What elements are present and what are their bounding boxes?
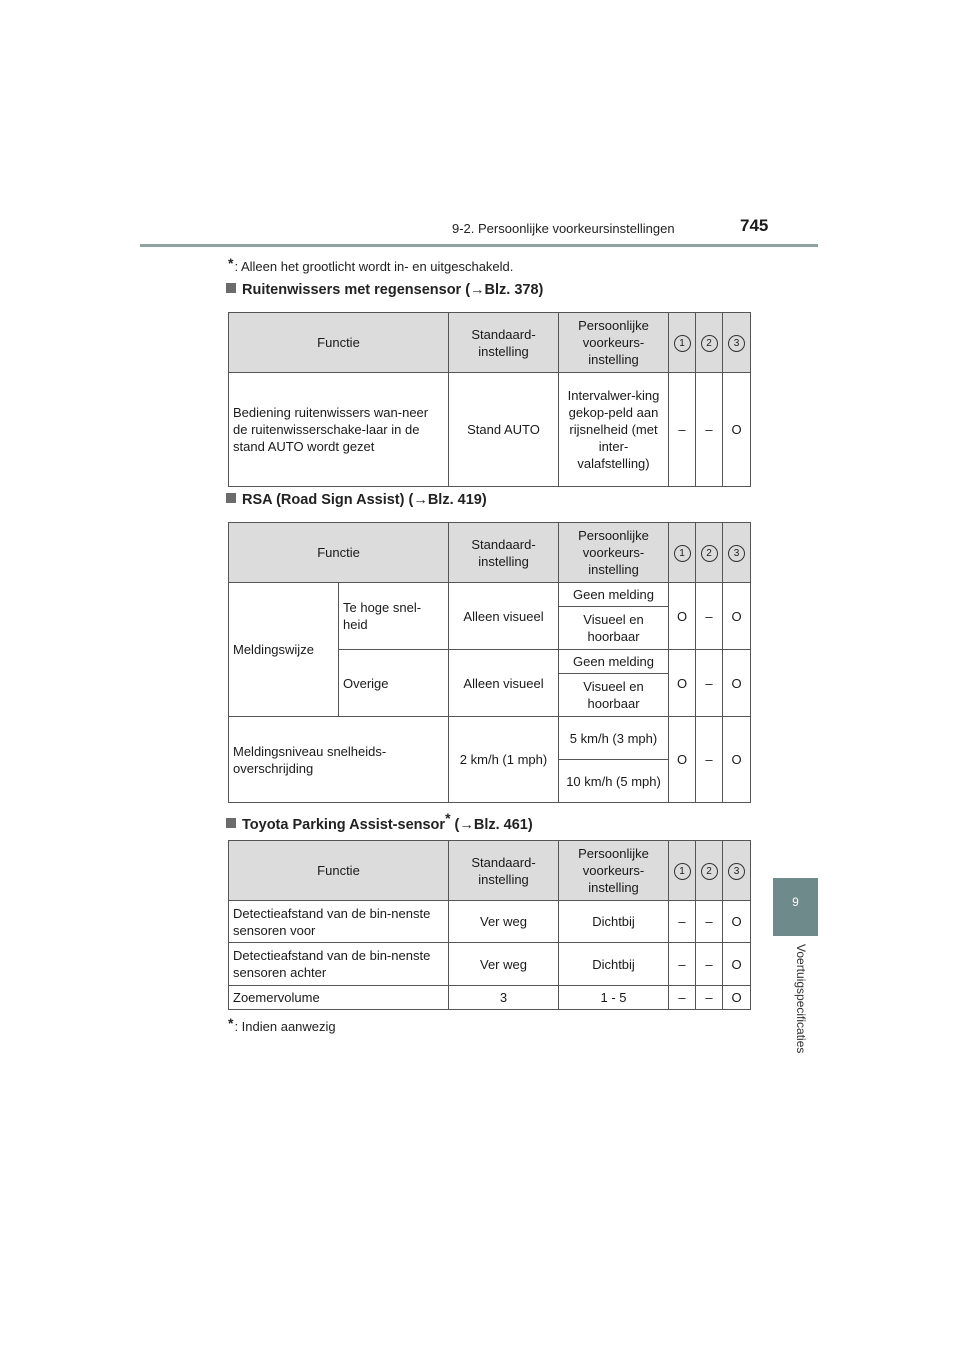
row-mark-1: O bbox=[669, 650, 696, 717]
col-personal: Persoonlijke voorkeurs-instelling bbox=[559, 313, 669, 373]
col-personal: Persoonlijke voorkeurs-instelling bbox=[559, 523, 669, 583]
table-row bbox=[229, 943, 751, 986]
table-row bbox=[229, 901, 751, 943]
row-option: 5 km/h (3 mph) bbox=[559, 717, 669, 760]
table-row bbox=[229, 986, 751, 1010]
row-default: Stand AUTO bbox=[449, 373, 559, 487]
row-option: Visueel en hoorbaar bbox=[559, 674, 669, 717]
header-divider bbox=[140, 244, 818, 247]
section-title-text: Toyota Parking Assist-sensor bbox=[242, 816, 446, 833]
section-title-text: Ruitenwissers met regensensor (→Blz. 378) bbox=[242, 282, 544, 298]
row-mark-3: O bbox=[723, 650, 751, 717]
row-default: Ver weg bbox=[449, 901, 559, 943]
footnote-top bbox=[228, 255, 513, 274]
row-mark-1: – bbox=[669, 373, 696, 487]
footnote-text: : Indien aanwezig bbox=[234, 1019, 336, 1034]
row-mark-2: – bbox=[696, 650, 723, 717]
row-mark-1: O bbox=[669, 717, 696, 803]
row-mark-2: – bbox=[696, 373, 723, 487]
row-option: 10 km/h (5 mph) bbox=[559, 760, 669, 803]
circle-1-icon: 1 bbox=[674, 863, 691, 880]
col-standard: Standaard-instelling bbox=[449, 841, 559, 901]
row-mark-1: – bbox=[669, 901, 696, 943]
section-header-title: 9-2. Persoonlijke voorkeursinstellingen bbox=[452, 221, 675, 236]
row-mark-3: O bbox=[723, 583, 751, 650]
table-header-row bbox=[229, 523, 751, 583]
bullet-square-icon bbox=[226, 493, 236, 503]
chapter-tab bbox=[773, 878, 818, 936]
circle-3-icon: 3 bbox=[728, 335, 745, 352]
row-mark-1: – bbox=[669, 943, 696, 986]
section-wipers-title bbox=[226, 282, 543, 298]
row-mark-2: – bbox=[696, 717, 723, 803]
row-custom: Dichtbij bbox=[559, 943, 669, 986]
section-star: * bbox=[445, 810, 451, 826]
chapter-label: Voertuigspecificaties bbox=[794, 944, 808, 1054]
table-wipers bbox=[228, 312, 751, 487]
row-default: Ver weg bbox=[449, 943, 559, 986]
row-mark-1: O bbox=[669, 583, 696, 650]
table-header-row bbox=[229, 313, 751, 373]
row-custom: 1 - 5 bbox=[559, 986, 669, 1010]
row-function: Meldingsniveau snelheids-overschrijding bbox=[229, 717, 449, 803]
row-option: Geen melding bbox=[559, 650, 669, 674]
col-standard: Standaard-instelling bbox=[449, 313, 559, 373]
row-sub: Overige bbox=[339, 650, 449, 717]
col-functie: Functie bbox=[229, 313, 449, 373]
footnote-bottom bbox=[228, 1015, 336, 1034]
row-mark-2: – bbox=[696, 583, 723, 650]
row-option: Geen melding bbox=[559, 583, 669, 607]
section-title-ref: (→Blz. 461) bbox=[450, 816, 533, 833]
row-mark-3: O bbox=[723, 986, 751, 1010]
row-function: Zoemervolume bbox=[229, 986, 449, 1010]
circle-2-icon: 2 bbox=[701, 545, 718, 562]
section-parking-title bbox=[226, 810, 533, 833]
row-function: Detectieafstand van de bin-nenste sensoren voor bbox=[229, 901, 449, 943]
footnote-star: * bbox=[228, 1015, 234, 1031]
table-rsa bbox=[228, 522, 751, 803]
row-mark-3: O bbox=[723, 373, 751, 487]
bullet-square-icon bbox=[226, 818, 236, 828]
row-mark-2: – bbox=[696, 986, 723, 1010]
row-mark-2: – bbox=[696, 943, 723, 986]
col-personal: Persoonlijke voorkeurs-instelling bbox=[559, 841, 669, 901]
table-header-row bbox=[229, 841, 751, 901]
row-default: 2 km/h (1 mph) bbox=[449, 717, 559, 803]
row-mark-3: O bbox=[723, 717, 751, 803]
col-standard: Standaard-instelling bbox=[449, 523, 559, 583]
circle-2-icon: 2 bbox=[701, 863, 718, 880]
row-mark-1: – bbox=[669, 986, 696, 1010]
circle-2-icon: 2 bbox=[701, 335, 718, 352]
bullet-square-icon bbox=[226, 283, 236, 293]
chapter-number: 9 bbox=[792, 895, 799, 909]
circle-1-icon: 1 bbox=[674, 545, 691, 562]
row-mark-3: O bbox=[723, 901, 751, 943]
row-default: 3 bbox=[449, 986, 559, 1010]
row-sub: Te hoge snel-heid bbox=[339, 583, 449, 650]
col-functie: Functie bbox=[229, 841, 449, 901]
section-title-text: RSA (Road Sign Assist) (→Blz. 419) bbox=[242, 492, 487, 508]
section-rsa-title bbox=[226, 492, 487, 508]
circle-3-icon: 3 bbox=[728, 545, 745, 562]
table-row bbox=[229, 717, 751, 760]
row-custom: Dichtbij bbox=[559, 901, 669, 943]
row-default: Alleen visueel bbox=[449, 650, 559, 717]
circle-1-icon: 1 bbox=[674, 335, 691, 352]
row-default: Alleen visueel bbox=[449, 583, 559, 650]
table-row bbox=[229, 373, 751, 487]
col-functie: Functie bbox=[229, 523, 449, 583]
page-number: 745 bbox=[740, 216, 769, 235]
row-mark-3: O bbox=[723, 943, 751, 986]
footnote-text: : Alleen het grootlicht wordt in- en uitgeschakeld. bbox=[234, 259, 514, 274]
row-function: Bediening ruitenwissers wan-neer de ruitenwisserschake-laar in de stand AUTO wordt gezet bbox=[229, 373, 449, 487]
footnote-star: * bbox=[228, 255, 234, 271]
row-custom: Intervalwer-king gekop-peld aan rijsnelheid (met inter-valafstelling) bbox=[559, 373, 669, 487]
table-row bbox=[229, 583, 751, 607]
table-parking bbox=[228, 840, 751, 1010]
circle-3-icon: 3 bbox=[728, 863, 745, 880]
row-mode: Meldingswijze bbox=[229, 583, 339, 717]
row-option: Visueel en hoorbaar bbox=[559, 607, 669, 650]
row-mark-2: – bbox=[696, 901, 723, 943]
row-function: Detectieafstand van de bin-nenste sensoren achter bbox=[229, 943, 449, 986]
